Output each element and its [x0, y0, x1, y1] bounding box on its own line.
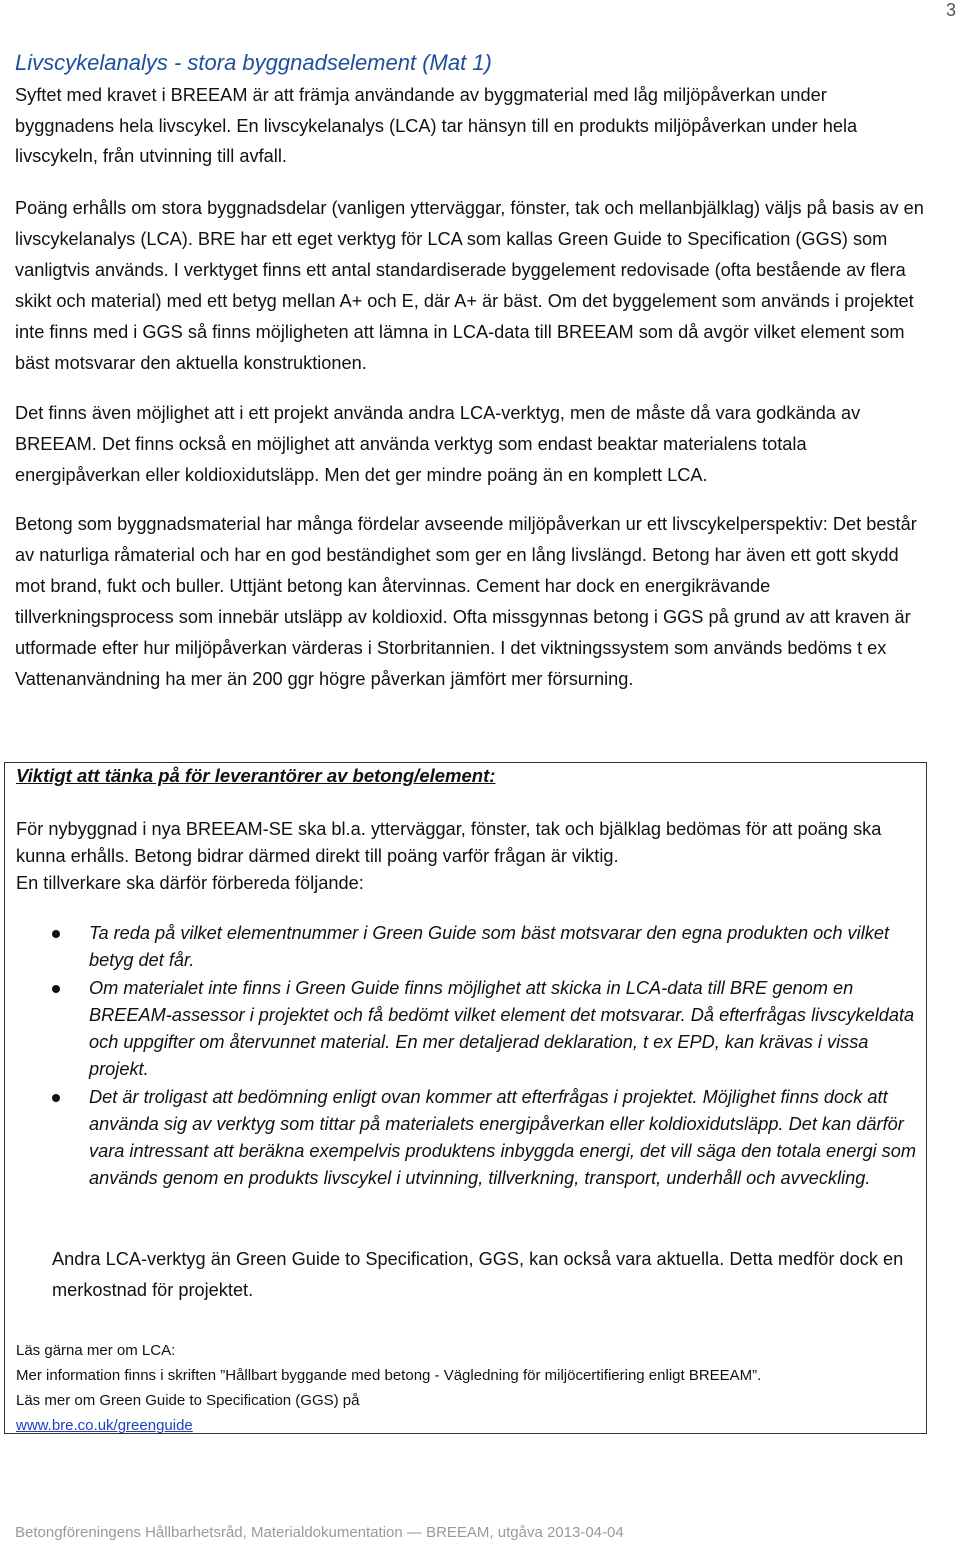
bullet-icon: [52, 985, 60, 993]
info-box: [4, 762, 927, 1434]
list-item-text: Ta reda på vilket elementnummer i Green Guide som bäst motsvarar den egna produkten och vilket betyg det får.: [89, 923, 889, 970]
section-heading: Livscykelanalys - stora byggnadselement (Mat 1): [15, 50, 492, 75]
paragraph-concrete: Betong som byggnadsmaterial har många fördelar avseende miljöpåverkan ur ett livscykelperspektiv: Det består av naturliga råmaterial och har en god beständighet som ger en lång livslängd. Betong har även ett gott skydd mot brand, fukt och buller. Uttjänt betong kan återvinnas. Cement har dock en energikrävande tillverkningsprocess som innebär utsläpp av koldioxid. Ofta missgynnas betong i GGS på grund av att kraven är utformade efter hur miljöpåverkan värderas i Storbritannien. I det viktningssystem som används bedöms t ex Vattenanvändning ha mer än 200 ggr högre påverkan jämfört mer försurning.: [15, 514, 917, 689]
list-item-text: Om materialet inte finns i Green Guide finns möjlighet att skicka in LCA-data till BRE genom en BREEAM-assessor i projektet och få bedömt vilket element det motsvarar. Då efterfrågas livscykeldata och uppgifter om återvunnet material. En mer detaljerad deklaration, t ex EPD, kan krävas i vissa projekt.: [89, 978, 915, 1079]
bullet-icon: [52, 930, 60, 938]
info-box-heading: Viktigt att tänka på för leverantörer av betong/element:: [16, 765, 496, 786]
info-box-closing: Andra LCA-verktyg än Green Guide to Specification, GGS, kan också vara aktuella. Detta medför dock en merkostnad för projektet.: [52, 1249, 904, 1300]
read-more: [16, 1338, 916, 1438]
read-more-line: [16, 1388, 916, 1438]
info-box-intro-line: För nybyggnad i nya BREEAM-SE ska bl.a. ytterväggar, fönster, tak och bjälklag bedömas för att poäng ska kunna erhålls. Betong bidrar därmed direkt till poäng varför frågan är viktig.: [16, 819, 882, 866]
bullet-icon: [52, 1094, 60, 1102]
paragraph-points: Poäng erhålls om stora byggnadsdelar (vanligen ytterväggar, fönster, tak och mellanbjälklag) väljs på basis av en livscykelanalys (LCA). BRE har ett eget verktyg för LCA som kallas Green Guide to Specification (GGS) som vanligtvis används. I verktyget finns ett antal standardiserade byggelement redovisade (ofta bestående av flera skikt och material) med ett betyg mellan A+ och E, där A+ är bäst. Om det byggelement som används i projektet inte finns med i GGS så finns möjligheten att lämna in LCA-data till BREEAM som då avgör vilket element som bäst motsvarar den aktuella konstruktionen.: [15, 198, 924, 373]
paragraph-intro: Syftet med kravet i BREEAM är att främja användande av byggmaterial med låg miljöpåverkan under byggnadens hela livscykel. En livscykelanalys (LCA) tar hänsyn till en produkts miljöpåverkan under hela livscykeln, från utvinning till avfall.: [15, 85, 858, 166]
page-footer: Betongföreningens Hållbarhetsråd, Materialdokumentation — BREEAM, utgåva 2013-04-04: [15, 1524, 624, 1541]
bullet-list: [52, 920, 918, 1193]
page-number: 3: [945, 0, 956, 20]
read-more-line: Mer information finns i skriften ”Hållbart byggande med betong - Vägledning för miljöcertifiering enligt BREEAM”.: [16, 1367, 762, 1384]
info-box-intro-line: En tillverkare ska därför förbereda följande:: [16, 873, 364, 893]
list-item: [52, 975, 918, 1083]
list-item: [52, 920, 918, 974]
read-more-title: Läs gärna mer om LCA:: [16, 1342, 176, 1359]
paragraph-other-tools: Det finns även möjlighet att i ett projekt använda andra LCA-verktyg, men de måste då vara godkända av BREEAM. Det finns också en möjlighet att använda verktyg som endast beaktar materialens totala energipåverkan eller koldioxidutsläpp. Men det ger mindre poäng än en komplett LCA.: [15, 403, 861, 485]
list-item: [52, 1084, 918, 1192]
info-box-intro: [16, 816, 916, 897]
read-more-prefix: Läs mer om Green Guide to Specification (GGS) på: [16, 1392, 360, 1409]
list-item-text: Det är troligast att bedömning enligt ovan kommer att efterfrågas i projektet. Möjlighet finns dock att använda sig av verktyg som tittar på materialets energipåverkan eller koldioxidutsläpp. Det kan därför vara intressant att beräkna exempelvis produktens inbyggda energi, det vill säga den totala energi som används genom en produkts livscykel i utvinning, tillverkning, transport, underhåll och avveckling.: [89, 1087, 917, 1188]
greenguide-link[interactable]: www.bre.co.uk/greenguide: [16, 1417, 193, 1434]
